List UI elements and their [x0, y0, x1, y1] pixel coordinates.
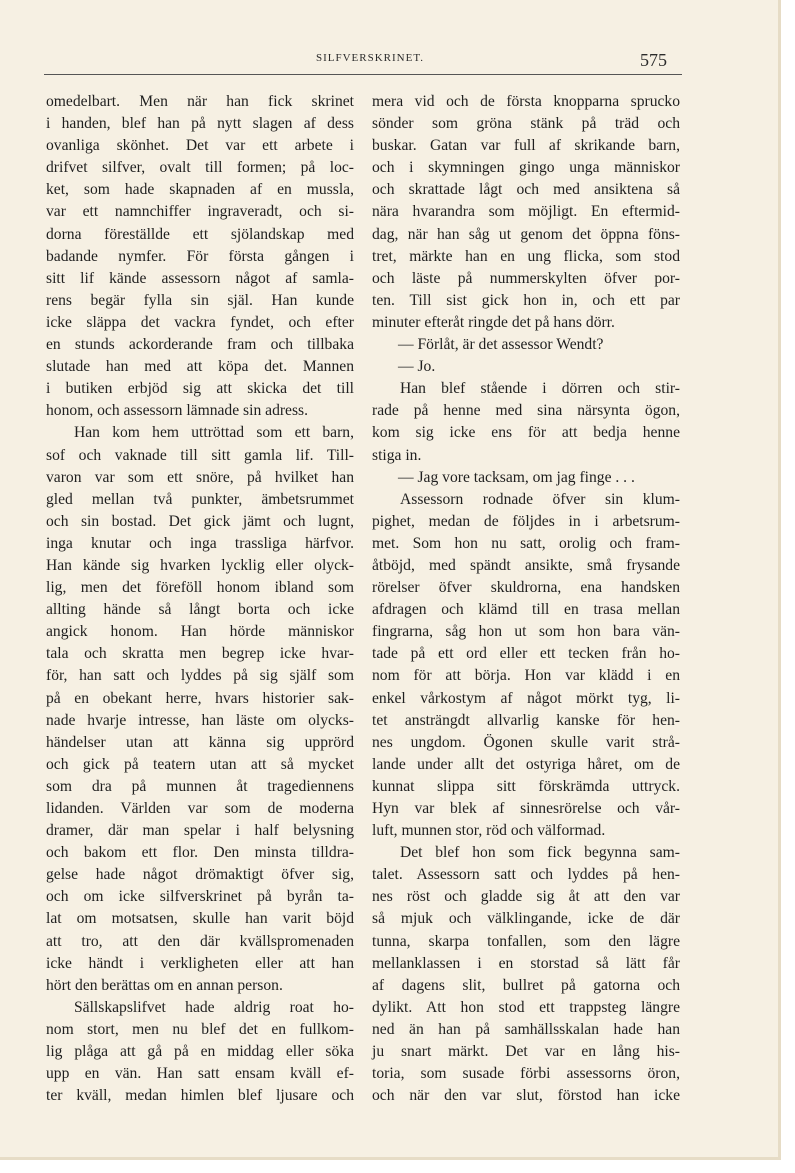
- text-line: gled mellan två punkter, ämbetsrummet: [46, 490, 354, 508]
- text-line: och om icke silfverskrinet på byrån ta-: [46, 888, 354, 906]
- text-line: och bakom ett flor. Den minsta tilldra-: [46, 844, 354, 862]
- text-line: kunnat slippa sitt förskrämda uttryck.: [372, 777, 680, 795]
- text-line: nes röst och gladde sig åt att den var: [372, 888, 680, 906]
- text-line: tade på ett ord eller ett tecken från ho-: [372, 645, 680, 663]
- text-line: tala och skratta men begrep icke hvar-: [46, 645, 354, 663]
- text-line: lat om motsatsen, skulle han varit böjd: [46, 910, 354, 928]
- text-line: ten. Till sist gick hon in, och ett par: [372, 291, 680, 309]
- text-line: badande nymfer. För första gången i: [46, 247, 354, 265]
- text-line: Hyn var blek af sinnesrörelse och vår-: [372, 800, 680, 817]
- text-line: buskar. Gatan var full af skrikande barn,: [372, 137, 680, 155]
- text-line: en stunds ackorderande fram och tillbaka: [46, 336, 354, 354]
- text-line: Han kände sig hvarken lycklig eller olyck-: [46, 556, 354, 574]
- text-column-right: [372, 91, 680, 1107]
- text-line: Han kom hem uttröttad som ett barn,: [74, 424, 354, 442]
- text-line: gelse hade något drömaktigt öfver sig,: [46, 866, 354, 884]
- header-rule: [44, 74, 682, 75]
- text-line: och skrattade lågt och med ansiktena så: [372, 181, 680, 199]
- text-line: dylikt. Att hon stod ett trappsteg längre: [372, 998, 680, 1016]
- text-line: och gick på teatern utan att så mycket: [46, 755, 354, 773]
- text-line: angick honom. Han hörde människor: [46, 623, 354, 641]
- text-line: fingrarna, såg hon ut som hon bara vän-: [372, 623, 680, 641]
- text-line: nära hvarandra som möjligt. En eftermid-: [372, 203, 680, 221]
- text-line: tet ansträngdt allvarlig kanske för hen-: [372, 711, 680, 729]
- text-line: tunna, skarpa tonfallen, som den lägre: [372, 932, 680, 950]
- text-line: upp en vän. Han satt ensam kväll ef-: [46, 1065, 354, 1083]
- text-line: talet. Assessorn satt och lyddes på hen-: [372, 866, 680, 884]
- text-line: och sin bostad. Det gick jämt och lugnt,: [46, 512, 354, 530]
- text-line: åtböjd, med spändt ansikte, små frysande: [372, 556, 680, 574]
- text-line: sönder som gröna stänk på träd och: [372, 115, 680, 133]
- text-line: nom stort, men nu blef det en fullkom-: [46, 1020, 354, 1038]
- text-line: af dagens slit, bullret på gatorna och: [372, 976, 680, 994]
- text-line: icke släppa det vackra fyndet, och efter: [46, 313, 354, 331]
- text-line: ju snart märkt. Det var en lång his-: [372, 1043, 680, 1061]
- text-line: var ett namnchiffer ingraveradt, och si-: [46, 203, 354, 221]
- text-line: ned än han på samhällsskalan hade han: [372, 1020, 680, 1038]
- text-line: rens begär fylla sin själ. Han kunde: [46, 291, 354, 309]
- text-line: omedelbart. Men när han fick skrinet: [46, 93, 354, 110]
- text-line: händelser utan att känna sig upprörd: [46, 733, 354, 751]
- text-line: icke händt i verkligheten eller att han: [46, 954, 354, 972]
- text-line: och när den var slut, förstod han icke: [372, 1087, 680, 1105]
- text-line: mellanklassen i en storstad så lätt får: [372, 954, 680, 972]
- text-line: allting hände så långt borta och icke: [46, 601, 354, 619]
- text-line: drifvet silfver, ovalt till formen; på loc-: [46, 159, 354, 177]
- text-line: slutade han med att köpa det. Mannen: [46, 358, 354, 376]
- text-line: rörelser öfver skuldrorna, ena handsken: [372, 579, 680, 597]
- text-line: — Förlåt, är det assessor Wendt?: [398, 336, 604, 354]
- text-line: varon var som ett snöre, på hvilket han: [46, 468, 354, 486]
- text-line: på en obekant herre, hvars historier sak-: [46, 689, 354, 707]
- text-line: så mjuk och välklingande, icke de där: [372, 910, 680, 928]
- text-line: Assessorn rodnade öfver sin klum-: [400, 490, 680, 508]
- page-number: 575: [640, 50, 667, 70]
- text-line: ovanliga skönhet. Det var ett arbete i: [46, 137, 354, 155]
- text-line: och i skymningen gingo unga människor: [372, 159, 680, 177]
- text-line: för, han satt och lyddes på sig själf som: [46, 667, 354, 685]
- text-column-left: [46, 91, 354, 1107]
- text-line: i butiken erbjöd sig att skicka det till: [46, 380, 354, 398]
- text-line: att tro, att den där kvällspromenaden: [46, 932, 354, 950]
- text-line: Sällskapslifvet hade aldrig roat ho-: [74, 998, 354, 1016]
- text-line: afdragen och klämd till en trasa mellan: [372, 601, 680, 619]
- text-line: Det blef hon som fick begynna sam-: [400, 844, 680, 862]
- text-line: lidanden. Världen var som de moderna: [46, 800, 354, 817]
- text-line: lande under allt det ostyriga håret, om de: [372, 755, 680, 773]
- text-line: nade hvarje intresse, han läste om olycks-: [46, 711, 354, 729]
- text-line: dag, när han såg ut genom det öppna föns-: [372, 225, 680, 243]
- text-line: mera vid och de första knopparna sprucko: [372, 93, 680, 110]
- text-line: rade på henne med sina närsynta ögon,: [372, 402, 680, 420]
- text-line: som dra på munnen åt tragediennens: [46, 777, 354, 795]
- text-line: ket, som hade skapnaden af en mussla,: [46, 181, 354, 199]
- text-line: lig, men det föreföll honom ibland som: [46, 579, 354, 597]
- text-line: sitt lif kände assessorn något af samla-: [46, 269, 354, 287]
- text-line: — Jo.: [398, 358, 436, 376]
- text-line: inga knutar och inga trassliga härfvor.: [46, 534, 354, 552]
- text-line: och läste på nummerskylten öfver por-: [372, 269, 680, 287]
- text-line: i handen, blef han på nytt slagen af dess: [46, 115, 354, 133]
- running-header: SILFVERSKRINET.: [316, 52, 424, 64]
- text-line: toria, som susade förbi assessorns öron,: [372, 1065, 680, 1083]
- text-line: kom sig icke ens för att bedja henne: [372, 424, 680, 442]
- text-line: enkel vårkostym af något mörkt tyg, li-: [372, 689, 680, 707]
- text-line: dramer, där man spelar i half belysning: [46, 822, 354, 840]
- text-line: nes ungdom. Ögonen skulle varit strå-: [372, 733, 680, 751]
- text-line: luft, munnen stor, röd och välformad.: [372, 822, 606, 840]
- text-line: minuter efteråt ringde det på hans dörr.: [372, 313, 615, 331]
- text-line: lig plåga att gå på en middag eller söka: [46, 1043, 354, 1061]
- text-line: honom, och assessorn lämnade sin adress.: [46, 402, 309, 420]
- text-line: stiga in.: [372, 446, 422, 464]
- text-line: nom för att börja. Hon var klädd i en: [372, 667, 680, 685]
- text-line: — Jag vore tacksam, om jag finge . . .: [398, 468, 635, 486]
- text-line: met. Som hon nu satt, orolig och fram-: [372, 534, 680, 552]
- text-line: ter kväll, medan himlen blef ljusare och: [46, 1087, 354, 1105]
- text-line: tret, märkte han en ung flicka, som stod: [372, 247, 680, 265]
- text-line: pighet, medan de följdes in i arbetsrum-: [372, 512, 680, 530]
- text-line: dorna föreställde ett sjölandskap med: [46, 225, 354, 243]
- text-line: Han blef stående i dörren och stir-: [400, 380, 680, 398]
- text-line: hört den berättas om en annan person.: [46, 976, 283, 994]
- text-line: sof och vaknade till sitt gamla lif. Till-: [46, 446, 354, 464]
